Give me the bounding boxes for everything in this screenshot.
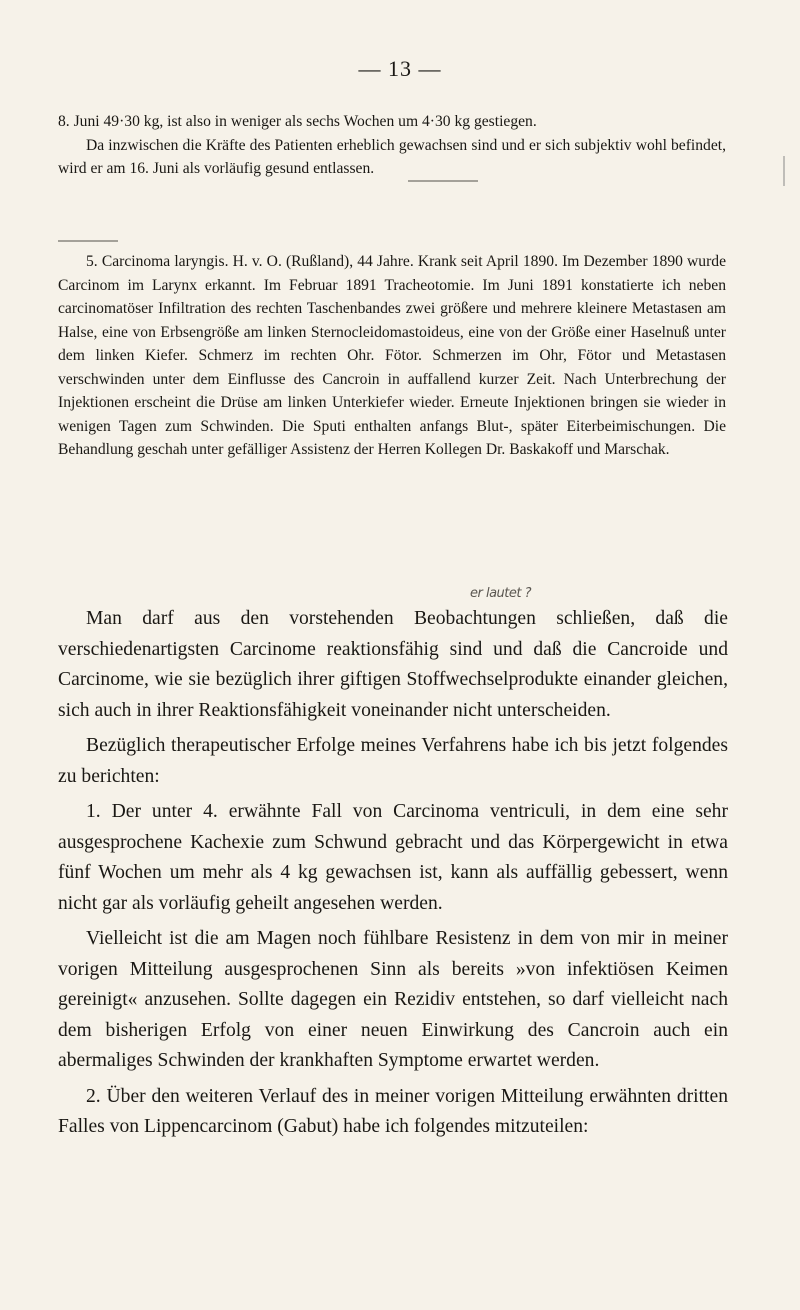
paragraph-weight-gain bbox=[58, 110, 726, 181]
paragraph-text: Da inzwischen die Kräfte des Patienten erheblich gewachsen sind und er sich subjektiv wohl befindet, wird er am 16. Juni als vorläufig gesund entlassen. bbox=[58, 136, 726, 177]
paragraph-text: 2. Über den weiteren Verlauf des in meiner vorigen Mitteilung erwähnten dritten Falles von Lippencarcinom (Gabut) habe ich folgendes mitzuteilen: bbox=[58, 1085, 728, 1137]
margin-mark bbox=[783, 156, 785, 186]
paragraph-text: 5. Carcinoma laryngis. H. v. O. (Rußland), 44 Jahre. Krank seit April 1890. Im Dezember 1890 wurde Carcinom im Larynx erkannt. Im Februar 1891 Tracheotomie. Im Juni 1891 konstatierte ich neben carcinomatöser Infiltration des rechten Taschenbandes zwei größere und mehrere kleinere Metastasen am Halse, eine von Erbsengröße am linken Sternocleidomastoideus, eine von der Größe einer Haselnuß unter dem linken Kiefer. Schmerz im rechten Ohr. Fötor. Schmerzen im Ohr, Fötor und Metastasen verschwinden unter dem Einflusse des Cancroin in auffallend kurzer Zeit. Nach Unterbrechung der Injektionen erscheint die Drüse am linken Unterkiefer wieder. Erneute Injektionen bringen sie wieder in wenigen Tagen zum Schwinden. Die Sputi enthalten anfangs Blut-, später Eiterbeimischungen. Die Behandlung geschah unter gefälliger Assistenz der Herren Kollegen Dr. Baskakoff und Marschak. bbox=[58, 253, 726, 458]
handwritten-note: er lautet ? bbox=[470, 586, 532, 601]
paragraph-text: 1. Der unter 4. erwähnte Fall von Carcinoma ventriculi, in dem eine sehr ausgesprochene Kachexie zum Schwund gebracht und das Körpergewicht in etwa fünf Wochen um mehr als 4 kg gewachsen ist, kann als auffällig gebessert, wenn nicht gar als vorläufig geheilt angesehen werden. bbox=[58, 801, 728, 914]
conclusions bbox=[58, 604, 728, 1148]
page-number: — 13 — bbox=[358, 56, 442, 81]
paragraph-text: 8. Juni 49·30 kg, ist also in weniger als sechs Wochen um 4·30 kg gestiegen. bbox=[58, 113, 537, 130]
paragraph-text: Vielleicht ist die am Magen noch fühlbare Resistenz in dem von mir in meiner vorigen Mitteilung ausgesprochenen Sinn als bereits »von infektiösen Keimen gereinigt« anzusehen. Sollte dagegen ein Rezidiv entstehen, so darf vielleicht nach dem bisherigen Erfolg von einer neuen Einwirkung des Cancroin auch ein abermaliges Schwinden der krankhaften Symptome erwartet werden. bbox=[58, 928, 728, 1071]
case-5-laryngis bbox=[58, 250, 726, 462]
pencil-underline bbox=[58, 240, 118, 242]
paragraph-text: Bezüglich therapeutischer Erfolge meines Verfahrens habe ich bis jetzt folgendes zu berichten: bbox=[58, 735, 728, 787]
paragraph-text: Man darf aus den vorstehenden Beobachtungen schließen, daß die verschiedenartigsten Carcinome reaktionsfähig sind und daß die Cancroide und Carcinome, wie sie bezüglich ihrer giftigen Stoffwechselprodukte einander gleichen, sich auch in ihrer Reaktionsfähigkeit voneinander nicht unterscheiden. bbox=[58, 608, 728, 721]
